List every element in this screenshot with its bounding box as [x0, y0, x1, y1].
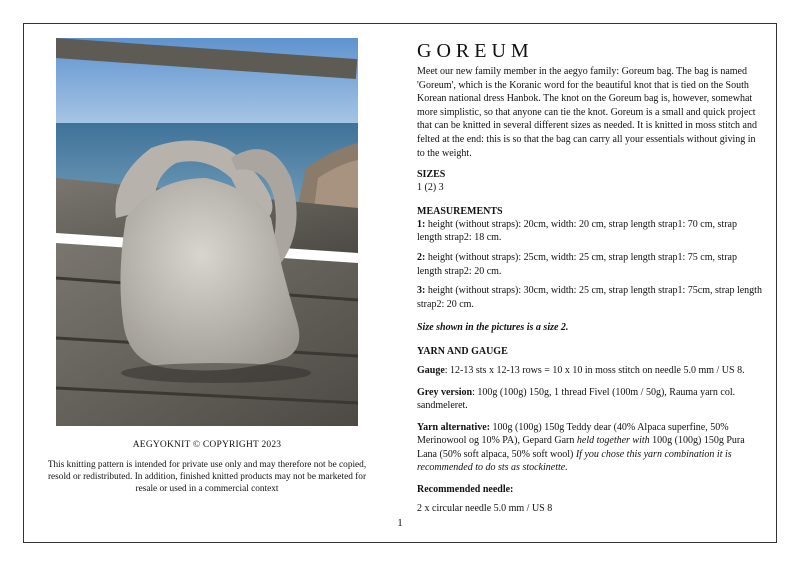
yarn-alternative-line: Yarn alternative: 100g (100g) 150g Teddy dear (40% Alpaca superfine, 50% Merinowool og 10% PA), Gepard Garn held together with 100g (100g) 150g Pura Lana (50% soft alpaca, 50% soft wool) If you chose this yarn combination it is recommended to do sts as stockinette.	[417, 421, 745, 474]
intro-paragraph: Meet our new family member in the aegyo family: Goreum bag. The bag is named 'Goreum', which is the Koranic word for the beautiful knot that is tied on the South Korean national dress Hanbok. The knot on the Goreum bag is, however, somewhat more simplistic, so that anyone can tie the knot. Goreum is a small and quick project that can be knitted in several different sizes as needed. It is knitted in moss stitch and felted at the end: this is so that the bag can carry all your essentials without giving in to the weight.	[417, 66, 757, 159]
size-shown-note: Size shown in the pictures is a size 2.	[417, 322, 569, 334]
needle-value: 2 x circular needle 5.0 mm / US 8	[417, 503, 553, 515]
copyright-notice: AEGYOKNIT © COPYRIGHT 2023	[132, 440, 282, 450]
measurement-size-2: 2: height (without straps): 25cm, width: 25 cm, strap length strap1: 75 cm, strap length strap2: 20 cm.	[417, 251, 737, 277]
sizes-value: 1 (2) 3	[417, 182, 444, 194]
page-number: 1	[397, 517, 403, 529]
grey-version-line: Grey version: 100g (100g) 150g, 1 thread Fivel (100m / 50g), Rauma yarn col. sandmeleret.	[417, 386, 736, 412]
usage-disclaimer: This knitting pattern is intended for private use only and may therefore not be copied, resold or redistributed. In addition, finished knitted products may not be marketed for resale or used in a commercial context	[47, 460, 367, 494]
needle-heading: Recommended needle:	[417, 484, 514, 496]
measurement-size-3: 3: height (without straps): 30cm, width: 25 cm, strap length strap1: 75cm, strap length strap2: 20 cm.	[417, 285, 762, 310]
gauge-line: Gauge: 12-13 sts x 12-13 rows = 10 x 10 in moss stitch on needle 5.0 mm / US 8.	[417, 364, 745, 376]
measurement-size-1: 1: height (without straps): 20cm, width: 20 cm, strap length strap1: 70 cm, strap length strap2: 18 cm.	[417, 218, 737, 244]
pattern-title: GOREUM	[417, 40, 534, 62]
pattern-description	[417, 40, 762, 516]
bag-photo	[56, 38, 358, 426]
measurements-heading: MEASUREMENTS	[417, 205, 503, 217]
yarn-gauge-heading: YARN AND GAUGE	[417, 345, 508, 357]
sizes-heading: SIZES	[417, 169, 446, 181]
